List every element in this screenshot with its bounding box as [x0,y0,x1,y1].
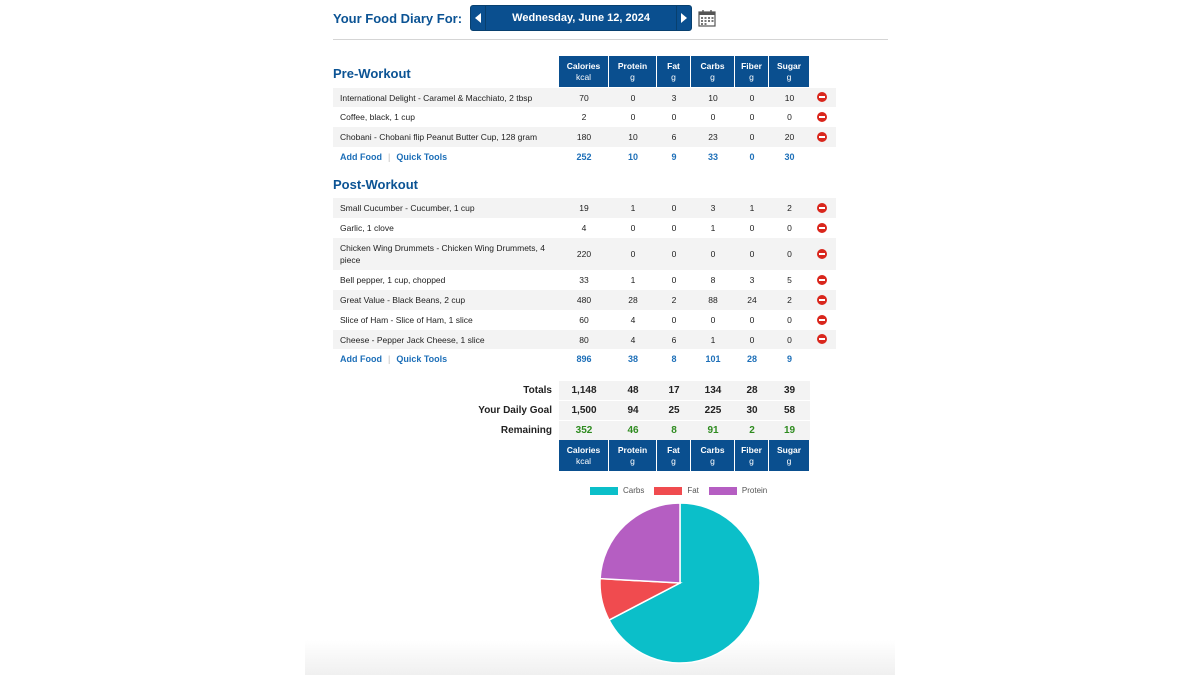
col-name: Protein [617,444,648,455]
protein-value: 10 [628,132,638,142]
col-name: Calories [566,444,601,455]
meal-title-pre-workout: Pre-Workout [333,66,411,81]
food-row[interactable] [333,127,836,147]
fiber-value: 0 [749,223,755,233]
sugar-value: 0 [787,223,792,233]
col-fat [657,56,691,87]
meal-total-fat: 9 [671,151,677,162]
carbs-value: 1 [710,223,716,233]
food-name: International Delight - Caramel & Macchiato, 2 tbsp [340,92,533,103]
col-sugar [769,440,810,471]
fiber-value: 0 [749,112,755,122]
meal-links [333,152,559,162]
link-separator: | [388,353,391,364]
total-fat: 17 [657,381,691,400]
protein-value: 4 [630,334,636,345]
delete-food-icon[interactable] [817,112,827,122]
meal-footer-post-workout [333,349,836,368]
total-fiber: 28 [735,381,769,400]
fat-value: 6 [671,132,677,142]
legend-swatch [590,487,618,495]
goal-protein: 94 [609,401,657,420]
calories-value: 19 [579,203,589,213]
food-row[interactable] [333,290,836,310]
arrow-right-icon [681,13,687,23]
col-calories [559,440,609,471]
col-fiber [735,440,769,471]
remaining-carbs: 91 [691,421,735,440]
fiber-value: 0 [749,132,755,142]
carbs-value: 3 [710,203,716,213]
diary-label: Your Food Diary For: [333,10,463,26]
carbs-value: 0 [710,315,716,325]
col-carbs [691,440,735,471]
col-name: Fat [667,444,680,455]
col-unit: g [671,71,676,82]
food-row[interactable] [333,107,836,127]
daily-goal-label: Your Daily Goal [478,405,552,416]
link-separator: | [388,151,391,162]
col-name: Protein [617,60,648,71]
col-unit: g [786,71,792,82]
fiber-value: 3 [749,275,755,285]
previous-day-button[interactable] [470,5,486,31]
fiber-value: 24 [747,295,757,305]
food-row[interactable] [333,88,836,107]
meal-title-post-workout: Post-Workout [333,177,418,192]
goal-carbs: 225 [691,401,735,420]
protein-value: 0 [630,112,636,122]
col-unit: g [630,455,635,466]
total-sugar: 39 [769,381,810,400]
remaining-protein: 46 [609,421,657,440]
calories-value: 80 [579,334,589,345]
calories-value: 70 [579,92,589,103]
fat-value: 6 [671,334,677,345]
legend-item-fat[interactable] [654,486,699,495]
current-date: Wednesday, June 12, 2024 [486,5,676,31]
col-unit: g [710,71,715,82]
sugar-value: 2 [787,203,792,213]
meal-total-fiber: 0 [749,151,755,162]
daily-goal-row [333,401,836,420]
totals-row [333,381,836,400]
food-name: Slice of Ham - Slice of Ham, 1 slice [340,315,473,325]
carbs-value: 1 [710,334,716,345]
col-calories [559,56,609,87]
food-name: Cheese - Pepper Jack Cheese, 1 slice [340,334,485,345]
remaining-fiber: 2 [735,421,769,440]
meal-total-protein: 38 [627,353,638,364]
calendar-icon[interactable] [698,9,716,27]
divider [333,39,888,40]
protein-value: 1 [630,203,636,213]
food-row[interactable] [333,218,836,238]
macro-pie-chart [595,498,765,668]
meal-total-fat: 8 [671,353,677,364]
col-unit: g [749,71,754,82]
calories-value: 180 [576,132,592,142]
carbs-value: 0 [710,112,716,122]
col-name: Carbs [700,444,725,455]
meal-links [333,354,559,364]
calories-value: 220 [576,249,592,259]
col-unit: g [630,71,635,82]
food-row[interactable] [333,270,836,290]
legend-item-carbs[interactable] [590,486,644,495]
legend-label: Protein [741,486,768,495]
legend-swatch [654,487,682,495]
meal-total-calories: 252 [576,151,592,162]
col-protein [609,440,657,471]
next-day-button[interactable] [676,5,692,31]
add-food-link[interactable]: Add Food [340,151,382,162]
fiber-value: 0 [749,92,755,103]
col-unit: g [710,455,715,466]
carbs-value: 23 [708,132,718,142]
col-carbs [691,56,735,87]
calories-value: 4 [581,223,587,233]
protein-value: 28 [628,295,638,305]
food-name: Chicken Wing Drummets - Chicken Wing Drummets, 4 piece [340,243,545,265]
remaining-row [333,421,836,440]
food-name: Chobani - Chobani flip Peanut Butter Cup, 128 gram [340,132,538,142]
fiber-value: 0 [749,249,755,259]
chart-legend [590,486,777,495]
total-carbs: 134 [691,381,735,400]
carbs-value: 8 [710,275,716,285]
arrow-left-icon [475,13,481,23]
quick-tools-link[interactable]: Quick Tools [396,151,448,162]
delete-food-icon[interactable] [817,334,827,344]
delete-food-icon[interactable] [817,295,827,305]
col-unit: g [671,455,676,466]
meal-total-carbs: 101 [705,353,721,364]
meal-total-calories: 896 [576,353,592,364]
col-name: Sugar [776,444,802,455]
remaining-calories: 352 [559,421,609,440]
remaining-sugar: 19 [769,421,810,440]
sugar-value: 2 [787,295,792,305]
delete-food-icon[interactable] [817,132,827,142]
sugar-value: 0 [787,315,792,325]
food-row[interactable] [333,238,836,270]
fat-value: 0 [671,223,677,233]
fiber-value: 0 [749,334,755,345]
fiber-value: 0 [749,315,755,325]
col-name: Fiber [741,60,762,71]
calories-value: 60 [579,315,589,325]
carbs-value: 0 [710,249,716,259]
meal-total-sugar: 30 [784,151,795,162]
food-name: Great Value - Black Beans, 2 cup [340,295,466,305]
total-calories: 1,148 [559,381,609,400]
goal-calories: 1,500 [559,401,609,420]
food-name: Garlic, 1 clove [340,223,394,233]
legend-item-protein[interactable] [709,486,767,495]
total-protein: 48 [609,381,657,400]
goal-fat: 25 [657,401,691,420]
meal-total-fiber: 28 [746,353,757,364]
fat-value: 0 [671,275,677,285]
col-sugar [769,56,810,87]
calories-value: 480 [576,295,592,305]
fat-value: 0 [671,315,677,325]
protein-value: 0 [630,92,636,103]
goal-fiber: 30 [735,401,769,420]
fiber-value: 1 [749,203,755,213]
delete-food-icon[interactable] [817,203,827,213]
delete-food-icon[interactable] [817,275,827,285]
fat-value: 2 [671,295,677,305]
sugar-value: 20 [784,132,795,142]
sugar-value: 0 [787,249,792,259]
pie-slice-protein[interactable] [600,503,680,583]
protein-value: 1 [630,275,636,285]
fat-value: 0 [671,249,677,259]
column-header-bottom [559,440,810,471]
sugar-value: 0 [787,112,792,122]
col-unit: kcal [575,71,592,82]
col-name: Calories [566,60,601,71]
fat-value: 0 [671,112,677,122]
quick-tools-link[interactable]: Quick Tools [396,353,448,364]
delete-food-icon[interactable] [817,92,827,102]
col-name: Carbs [700,60,725,71]
col-protein [609,56,657,87]
meal-total-sugar: 9 [786,353,792,364]
add-food-link[interactable]: Add Food [340,353,382,364]
remaining-label: Remaining [500,425,552,436]
food-row[interactable] [333,310,836,330]
meal-total-protein: 10 [627,151,638,162]
legend-swatch [709,487,737,495]
calories-value: 2 [581,112,587,122]
remaining-fat: 8 [657,421,691,440]
carbs-value: 88 [708,295,718,305]
totals-label: Totals [523,385,552,396]
col-fat [657,440,691,471]
protein-value: 0 [630,223,636,233]
delete-food-icon[interactable] [817,223,827,233]
food-name: Coffee, black, 1 cup [340,112,415,122]
protein-value: 0 [630,249,636,259]
col-unit: kcal [575,455,592,466]
food-name: Small Cucumber - Cucumber, 1 cup [340,203,475,213]
calories-value: 33 [579,275,589,285]
legend-label: Carbs [623,486,645,495]
date-navigator [470,5,692,31]
meal-footer-pre-workout [333,147,836,166]
sugar-value: 10 [784,92,795,103]
sugar-value: 5 [787,275,792,285]
col-name: Sugar [776,60,802,71]
food-name: Bell pepper, 1 cup, chopped [340,275,446,285]
date-header [333,5,716,31]
column-header-top [559,56,810,87]
col-fiber [735,56,769,87]
food-row[interactable] [333,198,836,218]
fat-value: 3 [671,92,677,103]
col-unit: g [786,455,792,466]
col-name: Fiber [741,444,762,455]
legend-label: Fat [687,486,699,495]
sugar-value: 0 [787,334,792,345]
meal-total-carbs: 33 [707,151,718,162]
fat-value: 0 [671,203,677,213]
col-unit: g [749,455,754,466]
carbs-value: 10 [708,92,718,103]
col-name: Fat [667,60,680,71]
food-row[interactable] [333,330,836,349]
delete-food-icon[interactable] [817,315,827,325]
goal-sugar: 58 [769,401,810,420]
delete-food-icon[interactable] [817,249,827,259]
protein-value: 4 [630,315,636,325]
